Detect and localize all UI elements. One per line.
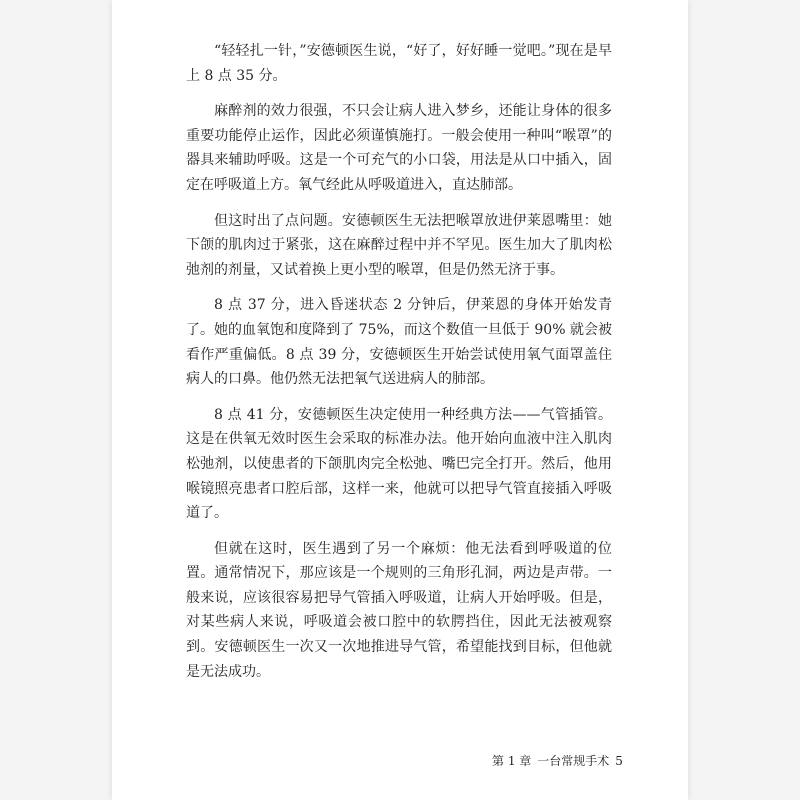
footer-chapter-title: 一台常规手术 [537,754,610,768]
footer-chapter: 第 1 章 [492,754,532,768]
paragraph: 但这时出了点问题。安德顿医生无法把喉罩放进伊莱恩嘴里：她下颌的肌肉过于紧张，这在麻醉过程中并不罕见。医生加大了肌肉松弛剂的剂量，又试着换上更小型的喉罩，但是仍然无济于事。 [186,212,612,278]
paragraph: “轻轻扎一针，”安德顿医生说，“好了，好好睡一觉吧。”现在是早上 8 点 35 分。 [186,43,612,84]
paragraph: 麻醉剂的效力很强，不只会让病人进入梦乡，还能让身体的很多重要功能停止运作，因此必须谨慎施打。一般会使用一种叫“喉罩”的器具来辅助呼吸。这是一个可充气的小口袋，用法是从口中插入，固定在呼吸道上方。氧气经此从呼吸道进入，直达肺部。 [186,103,612,193]
body-text [186,39,612,695]
paragraph: 但就在这时，医生遇到了另一个麻烦：他无法看到呼吸道的位置。通常情况下，那应该是一个规则的三角形孔洞，两边是声带。一般来说，应该很容易把导气管插入呼吸道，让病人开始呼吸。但是，对某些病人来说，呼吸道会被口腔中的软腭挡住，因此无法被观察到。安德顿医生一次又一次地推进导气管，希望能找到目标，但他就是无法成功。 [186,540,612,680]
page-footer [486,752,623,769]
paragraph: 8 点 37 分，进入昏迷状态 2 分钟后，伊莱恩的身体开始发青了。她的血氧饱和度降到了 75%，而这个数值一旦低于 90% 就会被看作严重偏低。8 点 39 分，安德顿医生开始尝试使用氧气面罩盖住病人的口鼻。他仍然无法把氧气送进病人的肺部。 [186,297,612,388]
page-number: 5 [615,754,623,768]
paragraph: 8 点 41 分，安德顿医生决定使用一种经典方法——气管插管。这是在供氧无效时医生会采取的标准办法。他开始向血液中注入肌肉松弛剂，以使患者的下颌肌肉完全松弛、嘴巴完全打开。然后，他用喉镜照亮患者口腔后部，这样一来，他就可以把导气管直接插入呼吸道了。 [186,406,612,522]
